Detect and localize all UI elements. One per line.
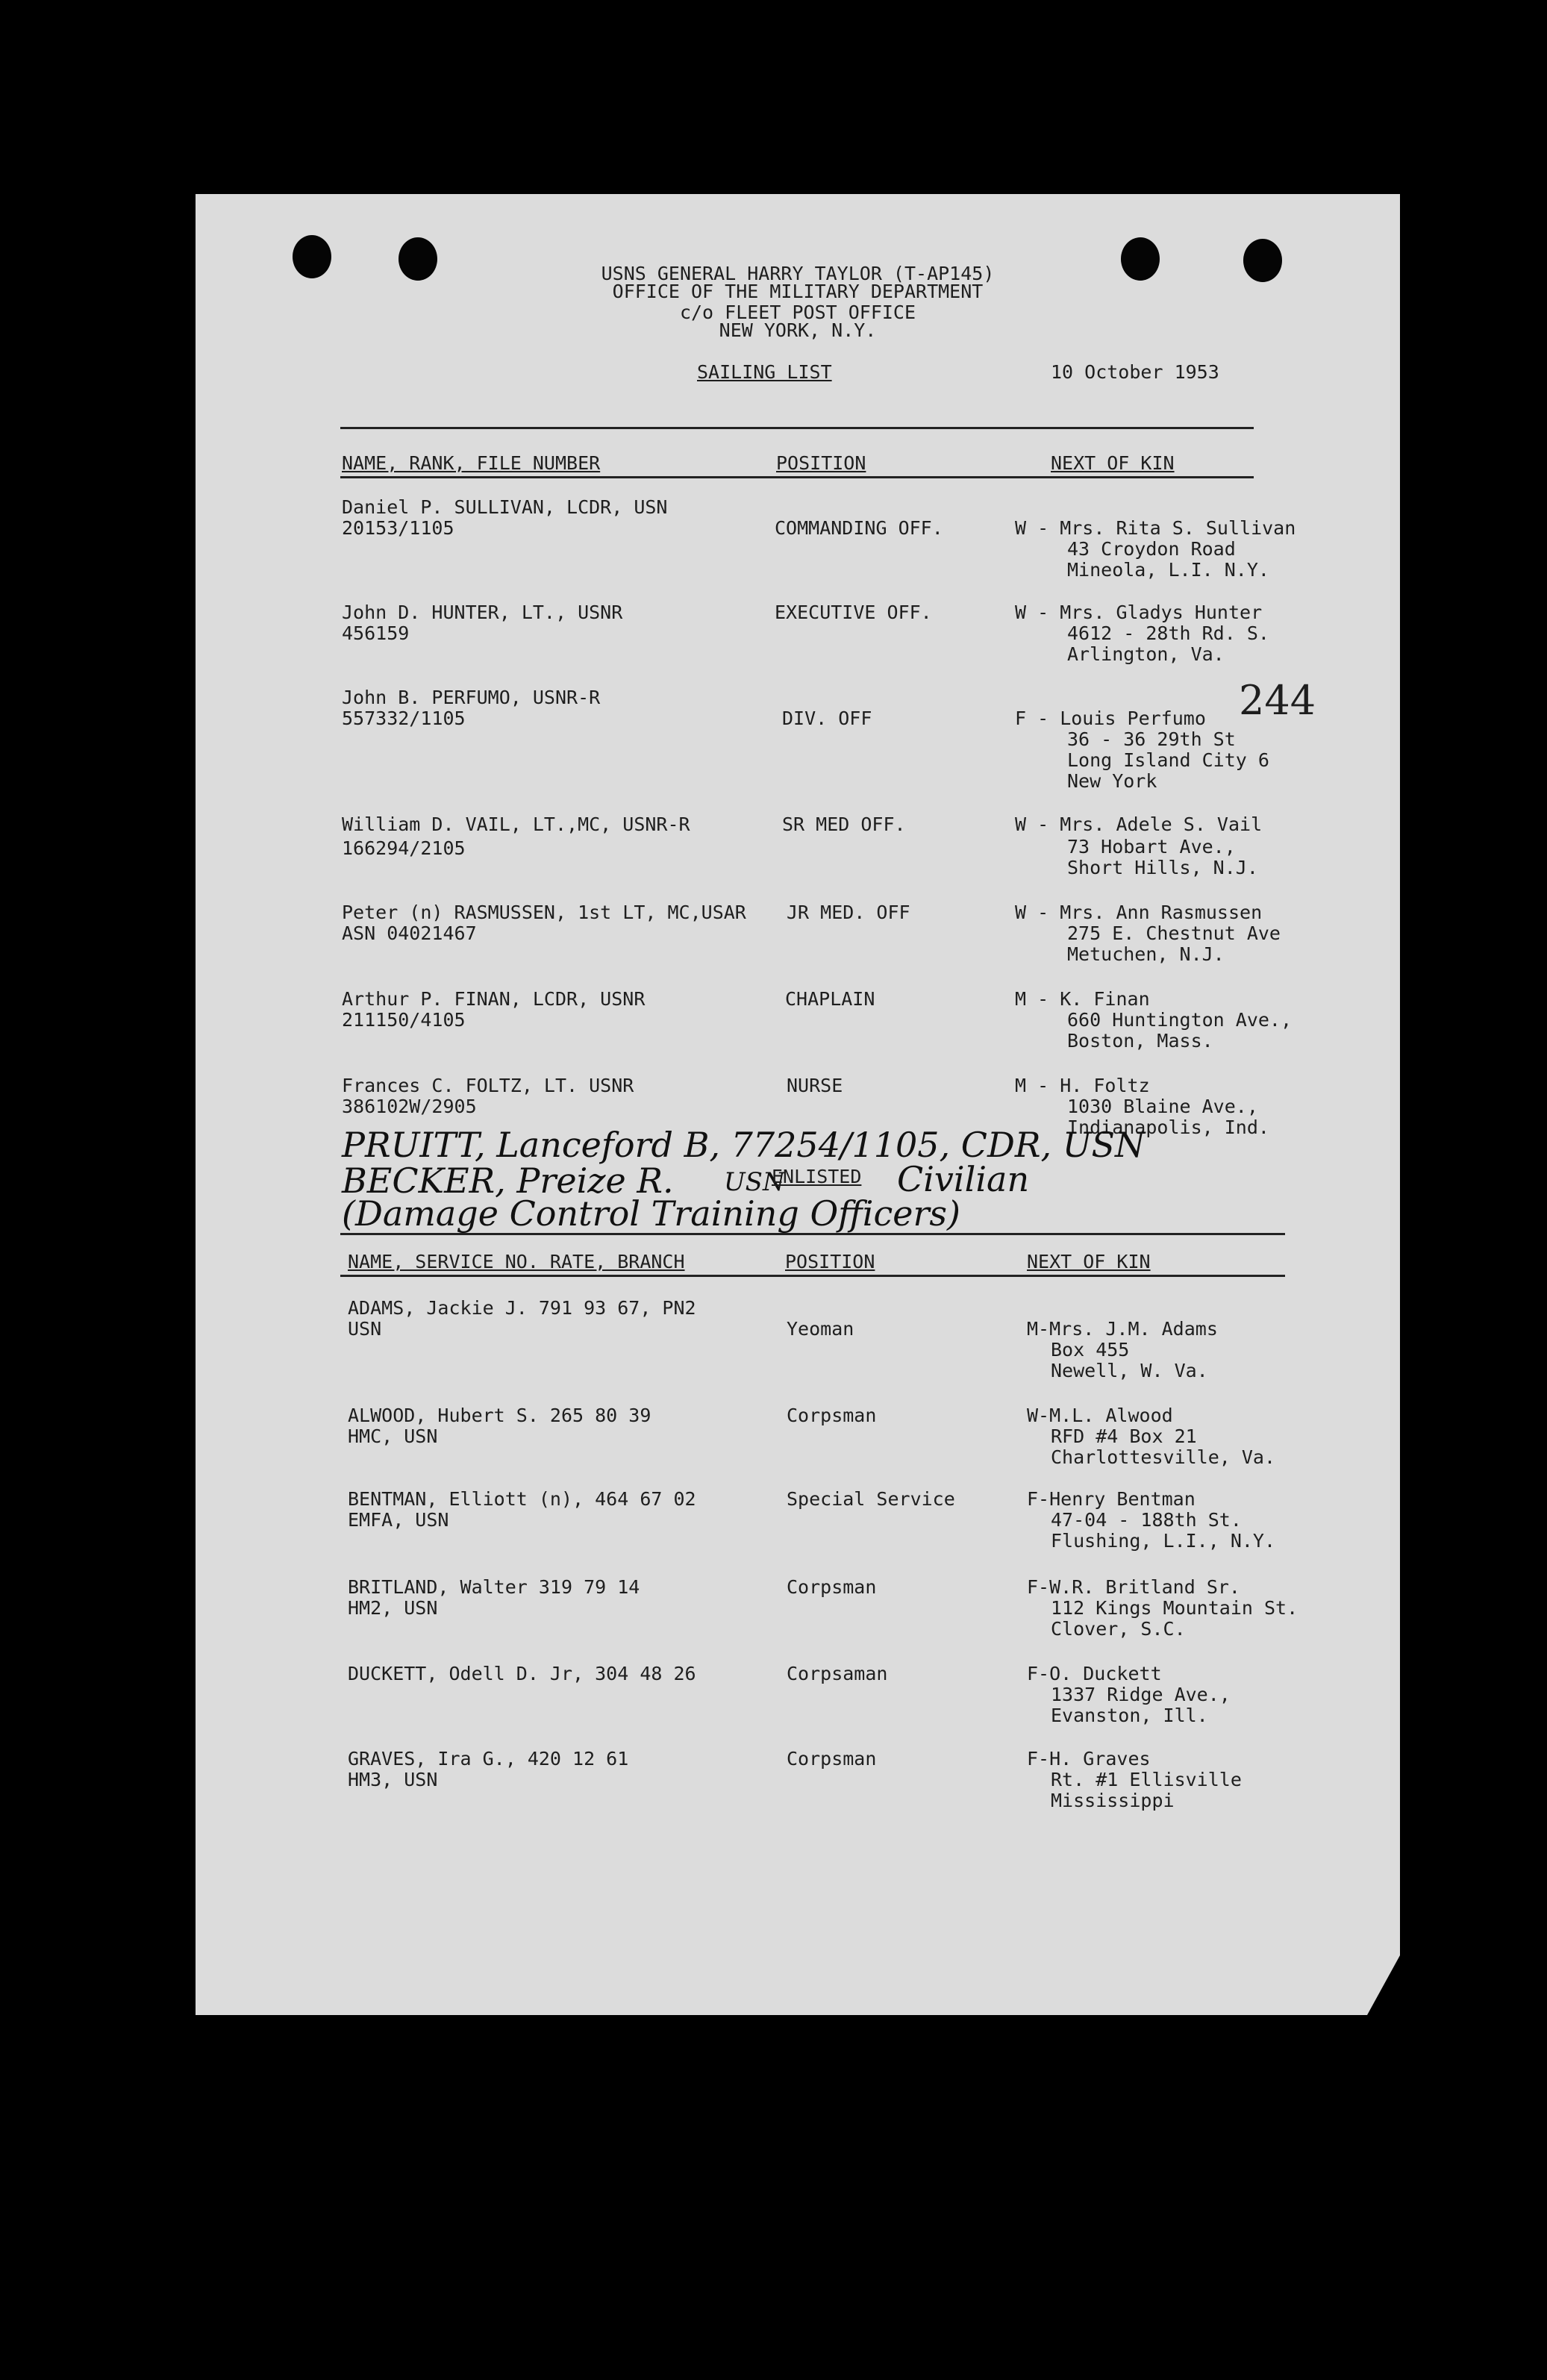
enlisted-position: Corpsman xyxy=(787,1748,877,1770)
enlisted-position: Yeoman xyxy=(787,1318,854,1340)
enlisted-name: DUCKETT, Odell D. Jr, 304 48 26 xyxy=(348,1663,696,1684)
divider xyxy=(340,1233,1285,1235)
handwritten-entry: PRUITT, Lanceford B, 77254/1105, CDR, USN xyxy=(342,1125,1146,1165)
col-header-name: NAME, SERVICE NO. RATE, BRANCH xyxy=(348,1251,685,1272)
divider xyxy=(340,1275,1285,1277)
officer-file-number: 557332/1105 xyxy=(342,708,466,729)
officer-position: SR MED OFF. xyxy=(782,813,906,835)
enlisted-position: Corpsman xyxy=(787,1405,877,1426)
officer-kin-address: 43 Croydon Road xyxy=(1067,538,1236,560)
enlisted-branch: HM3, USN xyxy=(348,1769,438,1790)
enlisted-name: BENTMAN, Elliott (n), 464 67 02 xyxy=(348,1488,696,1510)
enlisted-kin-city: Flushing, L.I., N.Y. xyxy=(1051,1530,1276,1552)
enlisted-kin: F-Henry Bentman xyxy=(1027,1488,1196,1510)
handwritten-entry: Civilian xyxy=(897,1159,1030,1199)
enlisted-name: ALWOOD, Hubert S. 265 80 39 xyxy=(348,1405,651,1426)
officer-position: JR MED. OFF xyxy=(787,902,910,923)
handwritten-entry: USN xyxy=(724,1167,785,1197)
col-header-position: POSITION xyxy=(785,1251,875,1272)
header-line-2: OFFICE OF THE MILITARY DEPARTMENT xyxy=(612,281,984,302)
list-title: SAILING LIST xyxy=(697,361,832,383)
enlisted-kin-address: 1337 Ridge Ave., xyxy=(1051,1684,1231,1705)
enlisted-kin: W-M.L. Alwood xyxy=(1027,1405,1173,1426)
enlisted-position: Corpsaman xyxy=(787,1663,888,1684)
enlisted-kin-address: RFD #4 Box 21 xyxy=(1051,1425,1197,1447)
enlisted-kin: F-W.R. Britland Sr. xyxy=(1027,1576,1240,1598)
officer-name: Arthur P. FINAN, LCDR, USNR xyxy=(342,988,646,1010)
enlisted-kin: F-O. Duckett xyxy=(1027,1663,1162,1684)
document-date: 10 October 1953 xyxy=(1051,361,1219,383)
enlisted-kin-city: Clover, S.C. xyxy=(1051,1618,1186,1640)
officer-kin: W - Mrs. Gladys Hunter xyxy=(1015,602,1263,623)
enlisted-kin-address: 112 Kings Mountain St. xyxy=(1051,1597,1298,1619)
officer-name: John B. PERFUMO, USNR-R xyxy=(342,687,601,708)
enlisted-name: BRITLAND, Walter 319 79 14 xyxy=(348,1576,640,1598)
officer-kin: W - Mrs. Ann Rasmussen xyxy=(1015,902,1263,923)
officer-kin-city: Arlington, Va. xyxy=(1067,643,1225,665)
officer-name: William D. VAIL, LT.,MC, USNR-R xyxy=(342,813,690,835)
officer-position: DIV. OFF xyxy=(782,708,872,729)
officer-kin-address: 4612 - 28th Rd. S. xyxy=(1067,622,1269,644)
enlisted-kin-city: Evanston, Ill. xyxy=(1051,1705,1208,1726)
officer-kin: W - Mrs. Rita S. Sullivan xyxy=(1015,517,1296,539)
header-line-4: NEW YORK, N.Y. xyxy=(719,319,877,341)
enlisted-branch: USN xyxy=(348,1318,382,1340)
officer-file-number: 456159 xyxy=(342,622,410,644)
handwritten-entry: BECKER, Preize R. xyxy=(342,1161,674,1201)
officer-file-number: 386102W/2905 xyxy=(342,1096,477,1117)
officer-kin: M - H. Foltz xyxy=(1015,1075,1150,1096)
document-page xyxy=(196,194,1400,2015)
officer-name: John D. HUNTER, LT., USNR xyxy=(342,602,623,623)
officer-kin-address: 275 E. Chestnut Ave xyxy=(1067,922,1281,944)
officer-kin: W - Mrs. Adele S. Vail xyxy=(1015,813,1263,835)
officer-kin-city: Metuchen, N.J. xyxy=(1067,943,1225,965)
officer-kin-city: Short Hills, N.J. xyxy=(1067,857,1258,878)
officer-name: Frances C. FOLTZ, LT. USNR xyxy=(342,1075,634,1096)
enlisted-kin-city: Newell, W. Va. xyxy=(1051,1360,1208,1381)
officer-position: CHAPLAIN xyxy=(785,988,875,1010)
col-header-position: POSITION xyxy=(776,452,866,474)
enlisted-kin-address: Box 455 xyxy=(1051,1339,1130,1361)
col-header-kin: NEXT OF KIN xyxy=(1027,1251,1151,1272)
officer-file-number: 166294/2105 xyxy=(342,837,466,859)
enlisted-branch: HMC, USN xyxy=(348,1425,438,1447)
officer-position: EXECUTIVE OFF. xyxy=(775,602,932,623)
divider xyxy=(340,427,1254,429)
enlisted-kin-city: Mississippi xyxy=(1051,1790,1175,1811)
handwritten-note: (Damage Control Training Officers) xyxy=(342,1193,960,1234)
officer-name: Peter (n) RASMUSSEN, 1st LT, MC,USAR xyxy=(342,902,746,923)
officer-kin: M - K. Finan xyxy=(1015,988,1150,1010)
officer-kin-city: Long Island City 6 xyxy=(1067,749,1269,771)
header-line-1: USNS GENERAL HARRY TAYLOR (T-AP145) xyxy=(601,263,995,284)
header-line-3: c/o FLEET POST OFFICE xyxy=(679,302,916,323)
officer-file-number: 20153/1105 xyxy=(342,517,454,539)
officer-kin-city: Indianapolis, Ind. xyxy=(1067,1116,1269,1138)
officer-name: Daniel P. SULLIVAN, LCDR, USN xyxy=(342,496,668,518)
enlisted-kin: F-H. Graves xyxy=(1027,1748,1151,1770)
enlisted-kin: M-Mrs. J.M. Adams xyxy=(1027,1318,1218,1340)
folded-corner xyxy=(1367,1955,1400,2015)
officer-kin-address: 73 Hobart Ave., xyxy=(1067,836,1236,858)
col-header-name: NAME, RANK, FILE NUMBER xyxy=(342,452,601,474)
enlisted-kin-city: Charlottesville, Va. xyxy=(1051,1446,1276,1468)
officer-file-number: 211150/4105 xyxy=(342,1009,466,1031)
stamp-number: 244 xyxy=(1239,677,1316,724)
enlisted-position: Special Service xyxy=(787,1488,955,1510)
officer-kin-address: 1030 Blaine Ave., xyxy=(1067,1096,1258,1117)
enlisted-branch: EMFA, USN xyxy=(348,1509,449,1531)
enlisted-name: GRAVES, Ira G., 420 12 61 xyxy=(348,1748,629,1770)
enlisted-kin-address: Rt. #1 Ellisville xyxy=(1051,1769,1242,1790)
enlisted-name: ADAMS, Jackie J. 791 93 67, PN2 xyxy=(348,1297,696,1319)
enlisted-heading: ENLISTED xyxy=(772,1166,862,1187)
enlisted-kin-address: 47-04 - 188th St. xyxy=(1051,1509,1242,1531)
officer-file-number: ASN 04021467 xyxy=(342,922,477,944)
officer-kin-address: 660 Huntington Ave., xyxy=(1067,1009,1293,1031)
officer-kin-city: Mineola, L.I. N.Y. xyxy=(1067,559,1269,581)
enlisted-position: Corpsman xyxy=(787,1576,877,1598)
officer-kin: F - Louis Perfumo xyxy=(1015,708,1206,729)
enlisted-branch: HM2, USN xyxy=(348,1597,438,1619)
officer-kin-address: 36 - 36 29th St xyxy=(1067,728,1236,750)
officer-position: COMMANDING OFF. xyxy=(775,517,943,539)
officer-kin-city: Boston, Mass. xyxy=(1067,1030,1213,1052)
officer-kin-state: New York xyxy=(1067,770,1157,792)
col-header-kin: NEXT OF KIN xyxy=(1051,452,1175,474)
officer-position: NURSE xyxy=(787,1075,843,1096)
divider xyxy=(340,476,1254,478)
